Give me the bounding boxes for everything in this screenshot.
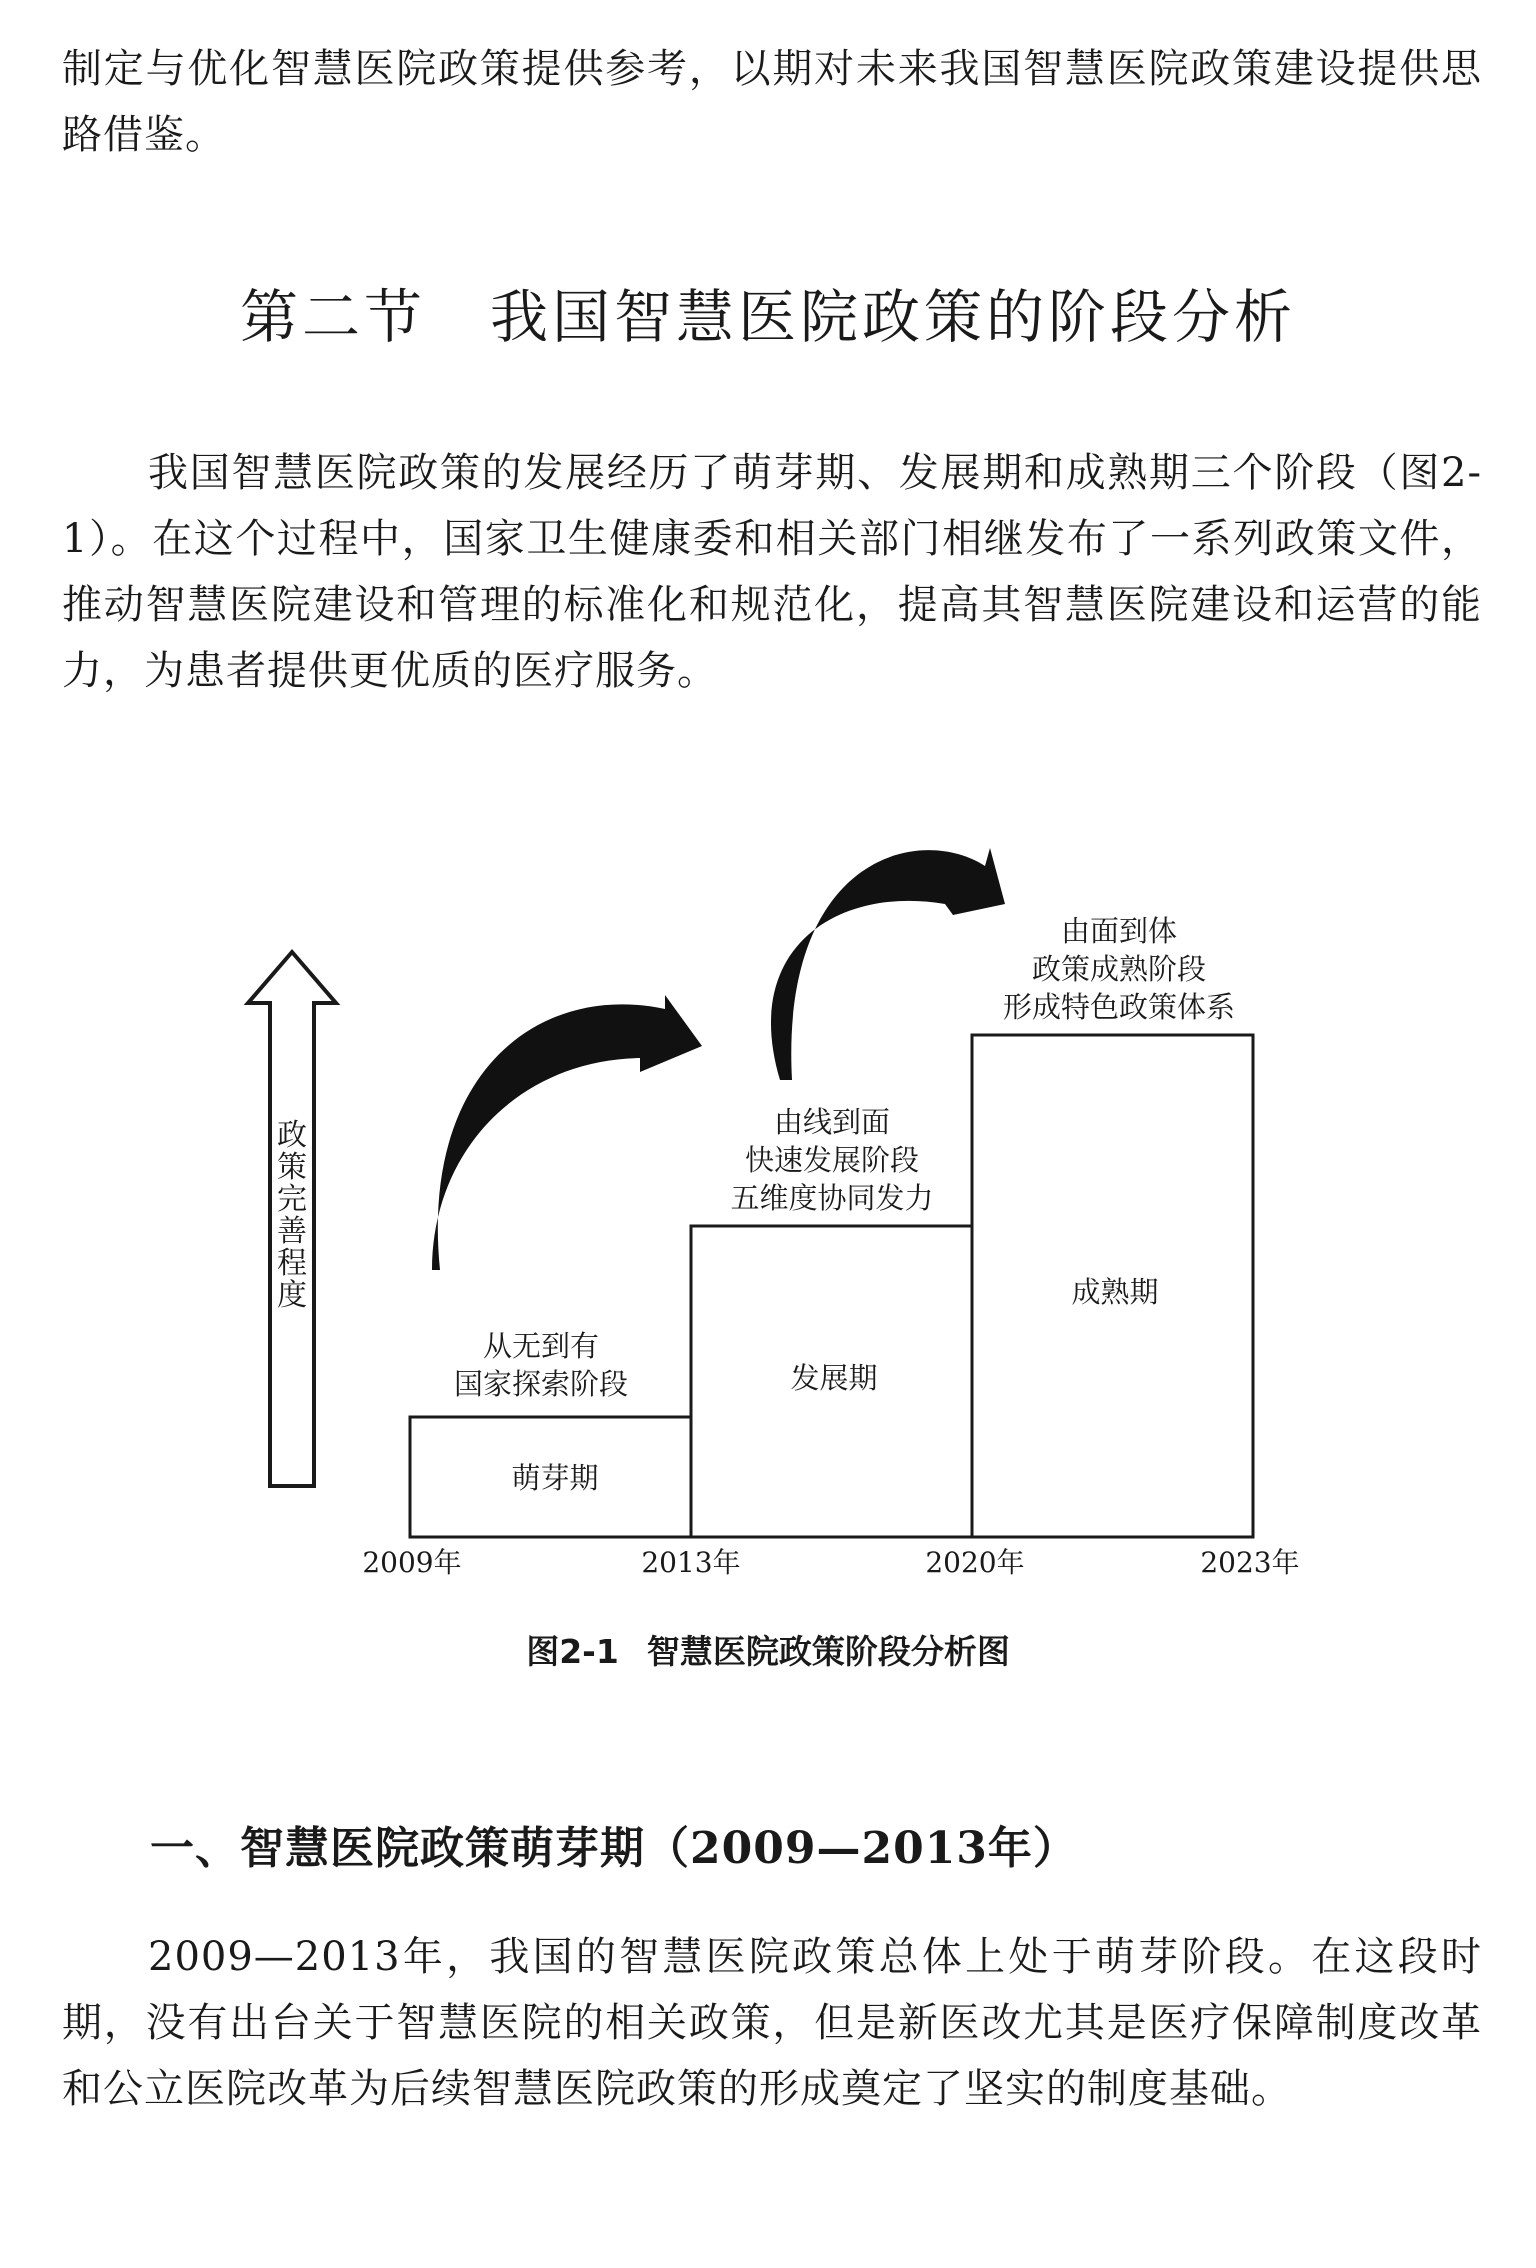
section-title-text: 我国智慧医院政策的阶段分析 (490, 283, 1297, 351)
y-axis-label (277, 1118, 307, 1313)
stage-desc-mature-1: 由面到体 (1060, 914, 1178, 948)
year-label-2009: 2009年 (362, 1546, 462, 1579)
section-number: 第二节 (239, 283, 426, 351)
intro-paragraph: 制定与优化智慧医院政策提供参考，以期对未来我国智慧医院政策建设提供思路借鉴。 (62, 46, 1482, 158)
stage-desc-development-1: 由线到面 (773, 1105, 891, 1139)
stage-analysis-figure (0, 800, 1536, 1600)
section-title (0, 270, 1536, 354)
figure-caption (0, 1626, 1536, 1673)
stage-desc-development-3: 五维度协同发力 (730, 1181, 934, 1215)
year-label-2020: 2020年 (925, 1546, 1025, 1579)
year-label-2023: 2023年 (1200, 1546, 1300, 1579)
sub-paragraph: 2009—2013年，我国的智慧医院政策总体上处于萌芽阶段。在这段时期，没有出台关于智慧医院的相关政策，但是新医改尤其是医疗保障制度改革和公立医院改革为后续智慧医院政策的形成奠定了坚实的制度基础。 (62, 1934, 1482, 2112)
body-paragraph: 我国智慧医院政策的发展经历了萌芽期、发展期和成熟期三个阶段（图2-1）。在这个过程中，国家卫生健康委和相关部门相继发布了一系列政策文件，推动智慧医院建设和管理的标准化和规范化，提高其智慧医院建设和运营的能力，为患者提供更优质的医疗服务。 (62, 450, 1482, 694)
y-axis-label-char: 政 (277, 1118, 307, 1153)
sub-heading: 一、智慧医院政策萌芽期（2009—2013年） (150, 1823, 1078, 1874)
stage-desc-development-2: 快速发展阶段 (744, 1143, 920, 1177)
stage-desc-sprout-1: 从无到有 (482, 1329, 600, 1363)
y-axis-label-char: 善 (277, 1214, 307, 1249)
year-label-2013: 2013年 (641, 1546, 741, 1579)
y-axis-label-char: 完 (277, 1182, 307, 1217)
stage-desc-sprout-2: 国家探索阶段 (453, 1367, 629, 1401)
curved-arrow-1-icon (432, 995, 702, 1270)
figure-caption-number: 图2-1 (526, 1632, 619, 1671)
y-axis-label-char: 度 (277, 1278, 307, 1313)
y-axis-label-char: 策 (277, 1150, 307, 1185)
y-axis-label-char: 程 (277, 1246, 307, 1281)
stage-name-sprout: 萌芽期 (511, 1461, 599, 1495)
stage-name-mature: 成熟期 (1071, 1275, 1159, 1309)
stage-name-development: 发展期 (790, 1361, 878, 1395)
stage-desc-mature-2: 政策成熟阶段 (1031, 952, 1207, 986)
curved-arrow-2-icon (771, 848, 1005, 1080)
stage-desc-mature-3: 形成特色政策体系 (1002, 990, 1236, 1024)
figure-caption-title: 智慧医院政策阶段分析图 (646, 1632, 1010, 1671)
